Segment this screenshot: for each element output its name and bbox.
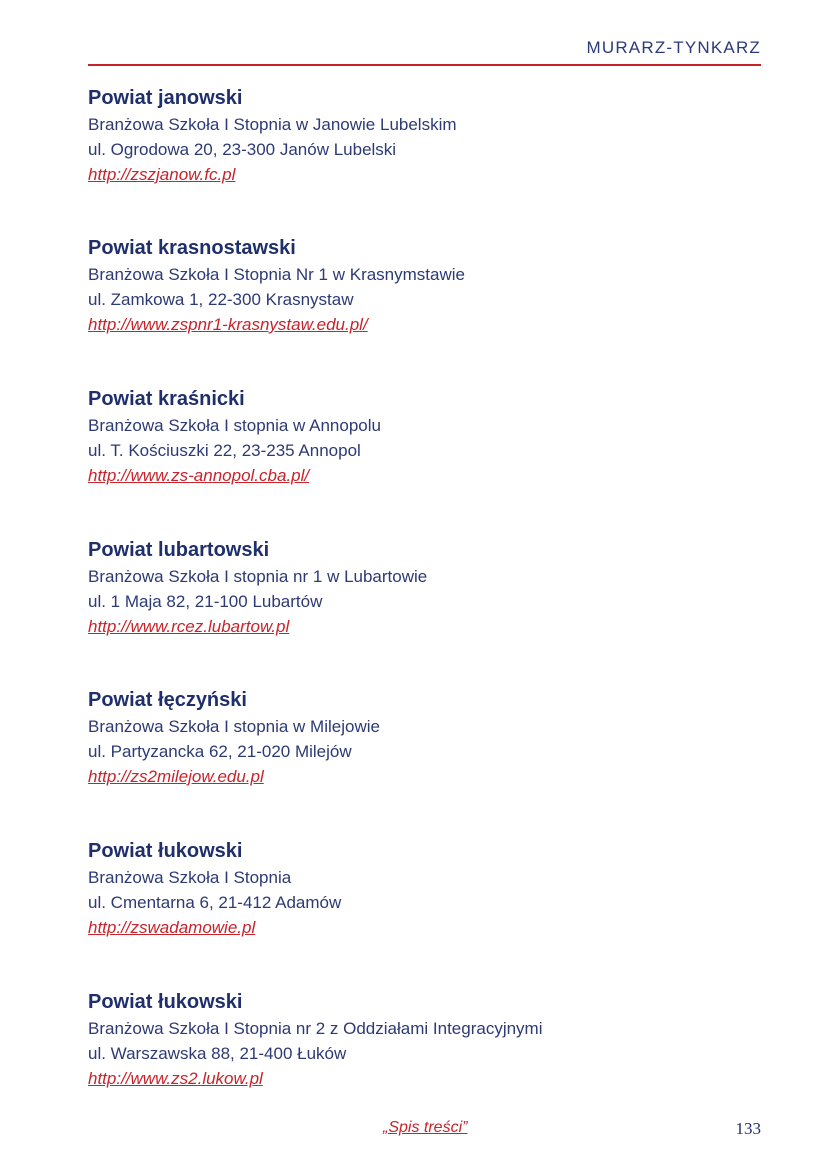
header-title: MURARZ-TYNKARZ xyxy=(586,38,761,57)
school-website-link[interactable]: http://www.zspnr1-krasnystaw.edu.pl/ xyxy=(88,315,368,334)
school-name: Branżowa Szkoła I stopnia w Milejowie xyxy=(88,717,380,736)
page-number: 133 xyxy=(735,1119,761,1138)
header-divider xyxy=(88,64,761,66)
school-name: Branżowa Szkoła I Stopnia Nr 1 w Krasnymstawie xyxy=(88,265,465,284)
county-name: Powiat łukowski xyxy=(88,840,243,862)
school-website-link[interactable]: http://www.rcez.lubartow.pl xyxy=(88,617,290,636)
school-website-link[interactable]: http://www.zs2.lukow.pl xyxy=(88,1069,263,1088)
county-name: Powiat łukowski xyxy=(88,991,243,1013)
county-name: Powiat lubartowski xyxy=(88,539,270,561)
school-name: Branżowa Szkoła I Stopnia w Janowie Lubelskim xyxy=(88,115,457,134)
county-name: Powiat kraśnicki xyxy=(88,388,245,410)
school-website-link[interactable]: http://www.zs-annopol.cba.pl/ xyxy=(88,466,310,485)
school-website-link[interactable]: http://zszjanow.fc.pl xyxy=(88,165,236,184)
school-website-link[interactable]: http://zs2milejow.edu.pl xyxy=(88,767,264,786)
school-name: Branżowa Szkoła I stopnia w Annopolu xyxy=(88,416,381,435)
school-entry xyxy=(88,538,768,639)
school-entry xyxy=(88,839,768,940)
county-name: Powiat janowski xyxy=(88,87,243,109)
school-address: ul. T. Kościuszki 22, 23-235 Annopol xyxy=(88,441,361,460)
school-name: Branżowa Szkoła I stopnia nr 1 w Lubartowie xyxy=(88,567,428,586)
school-address: ul. 1 Maja 82, 21-100 Lubartów xyxy=(88,592,323,611)
school-address: ul. Warszawska 88, 21-400 Łuków xyxy=(88,1044,347,1063)
school-address: ul. Zamkowa 1, 22-300 Krasnystaw xyxy=(88,290,354,309)
county-name: Powiat łęczyński xyxy=(88,689,247,711)
school-name: Branżowa Szkoła I Stopnia nr 2 z Oddziałami Integracyjnymi xyxy=(88,1019,543,1038)
school-name: Branżowa Szkoła I Stopnia xyxy=(88,868,292,887)
school-entry xyxy=(88,86,768,187)
table-of-contents-link[interactable]: „Spis treści” xyxy=(383,1119,468,1136)
school-address: ul. Ogrodowa 20, 23-300 Janów Lubelski xyxy=(88,140,397,159)
school-entry xyxy=(88,236,768,337)
school-address: ul. Partyzancka 62, 21-020 Milejów xyxy=(88,742,352,761)
school-entry xyxy=(88,688,768,789)
school-entry xyxy=(88,387,768,488)
county-name: Powiat krasnostawski xyxy=(88,237,296,259)
school-entry xyxy=(88,990,768,1091)
school-website-link[interactable]: http://zswadamowie.pl xyxy=(88,918,256,937)
school-address: ul. Cmentarna 6, 21-412 Adamów xyxy=(88,893,342,912)
